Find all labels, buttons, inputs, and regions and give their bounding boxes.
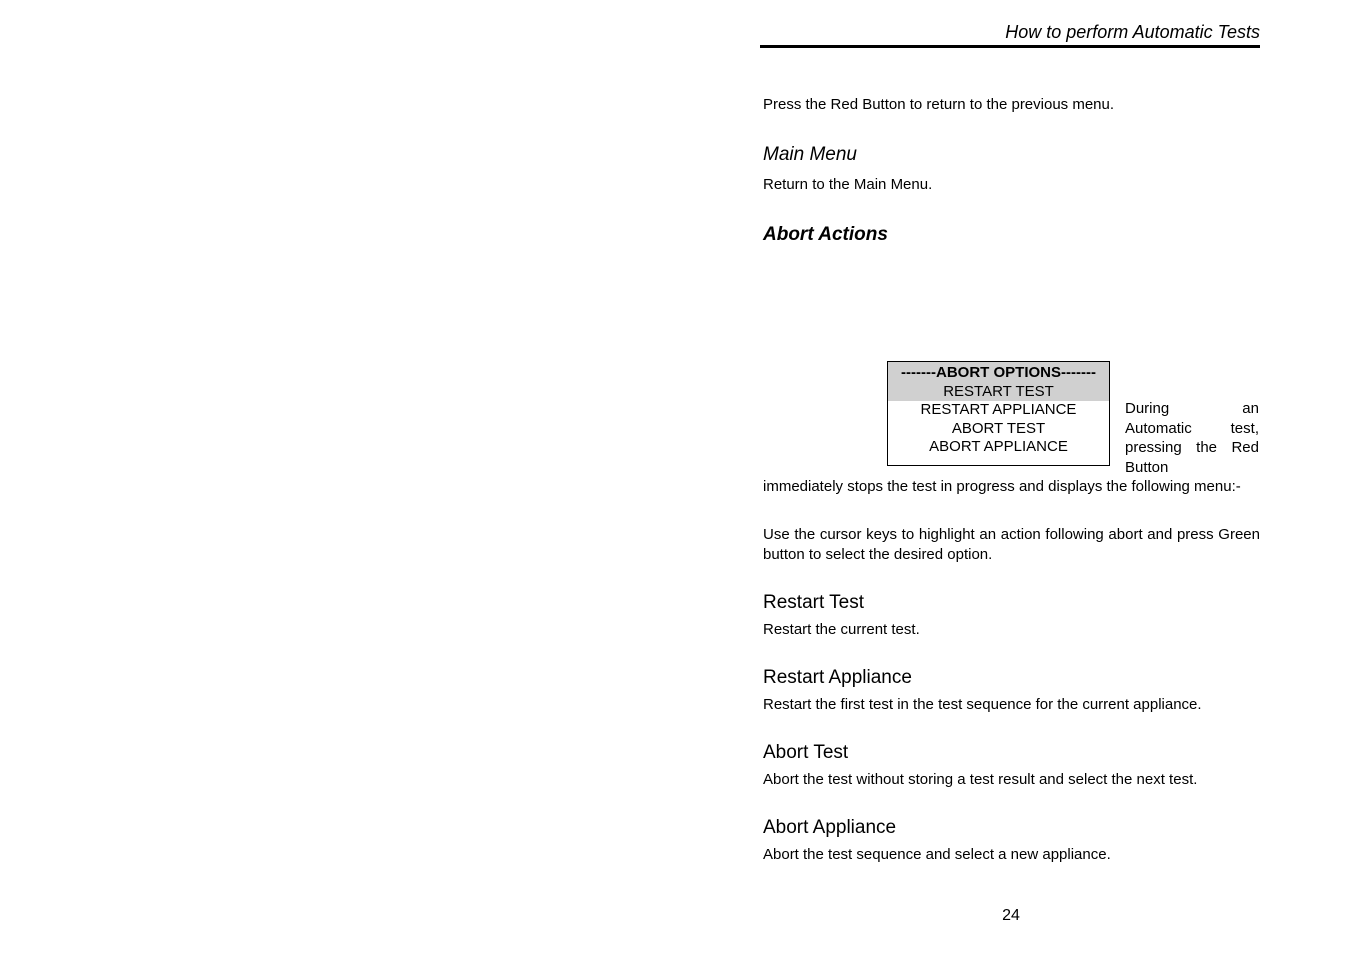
header-rule	[760, 45, 1260, 48]
abort-appliance-body: Abort the test sequence and select a new appliance.	[763, 846, 1111, 863]
page-number: 24	[1002, 907, 1020, 924]
restart-appliance-heading: Restart Appliance	[763, 667, 912, 688]
abort-option-restart-test: RESTART TEST	[888, 383, 1109, 402]
side-text-line: Button	[1125, 458, 1169, 476]
abort-option-abort-appliance: ABORT APPLIANCE	[929, 438, 1068, 455]
side-text-line: Automatic test,	[1125, 419, 1259, 437]
abort-continuation-text: immediately stops the test in progress and displays the following menu:-	[763, 478, 1241, 495]
main-menu-body: Return to the Main Menu.	[763, 176, 933, 193]
abort-instruction-text: Use the cursor keys to highlight an action following abort and press Green button to select the desired option.	[763, 526, 1260, 563]
restart-appliance-body: Restart the first test in the test sequence for the current appliance.	[763, 696, 1202, 713]
side-text-line: pressing the Red	[1125, 439, 1259, 456]
manual-page	[763, 0, 1260, 954]
abort-options-title: -------ABORT OPTIONS-------	[888, 362, 1109, 383]
abort-test-body: Abort the test without storing a test result and select the next test.	[763, 771, 1198, 788]
red-button-instruction: Press the Red Button to return to the previous menu.	[763, 96, 1115, 113]
main-menu-heading: Main Menu	[763, 144, 857, 165]
restart-test-body: Restart the current test.	[763, 621, 920, 638]
running-header: How to perform Automatic Tests	[1005, 22, 1260, 42]
restart-test-heading: Restart Test	[763, 592, 865, 613]
side-text-line: During an	[1125, 400, 1259, 417]
abort-options-menu	[887, 361, 1110, 466]
abort-option-restart-appliance: RESTART APPLIANCE	[920, 401, 1077, 418]
abort-test-heading: Abort Test	[763, 742, 849, 763]
abort-appliance-heading: Abort Appliance	[763, 817, 897, 838]
abort-option-abort-test: ABORT TEST	[951, 419, 1046, 437]
abort-side-text	[1125, 399, 1259, 477]
abort-actions-heading: Abort Actions	[763, 224, 888, 245]
